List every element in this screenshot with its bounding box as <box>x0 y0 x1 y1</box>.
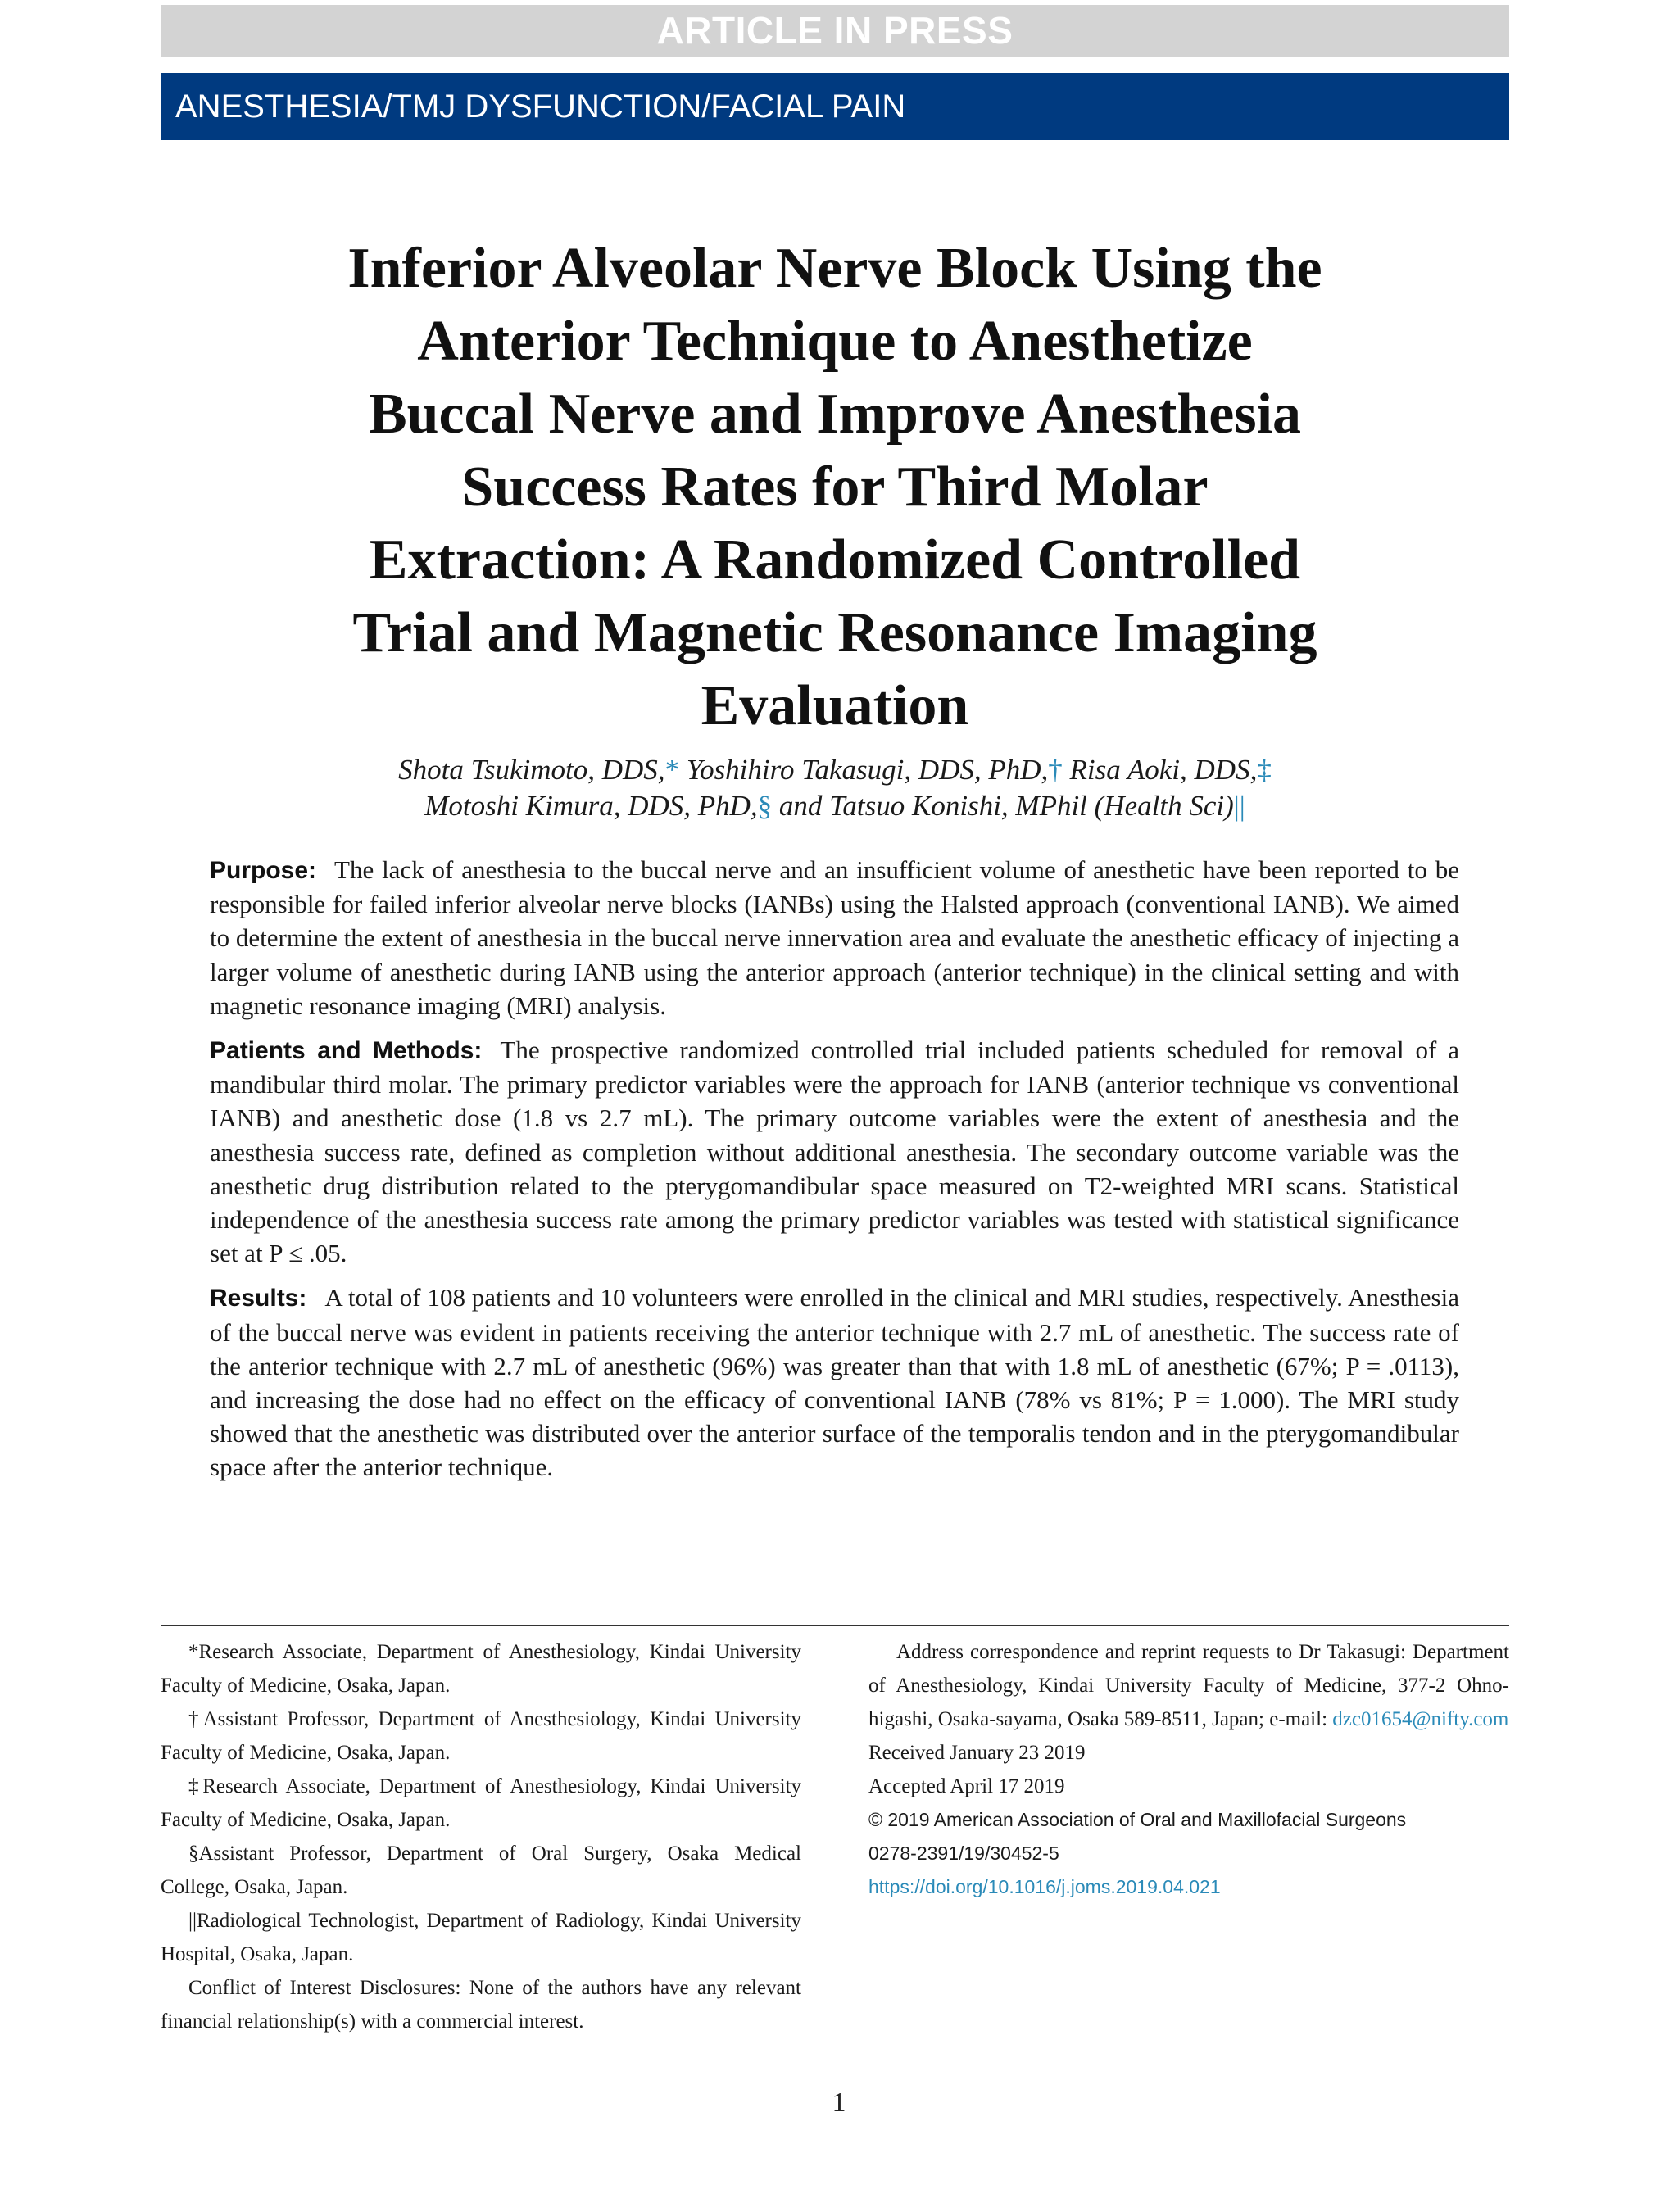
affiliation-mark[interactable]: ‡ <box>1257 754 1272 786</box>
abstract-label: Patients and Methods: <box>210 1037 483 1065</box>
abstract-label: Results: <box>210 1285 307 1312</box>
abstract-text: A total of 108 patients and 10 volunteers were enrolled in the clinical and MRI studies, respectively. Anesthesia of the buccal nerve was evident in patients receiving the anterior technique with 2.7 mL of anesthetic. The success rate of the anterior technique with 2.7 mL of anesthetic (96%) was greater than that with 1.8 mL of anesthetic (67%; P = .0113), and increasing the dose had no effect on the efficacy of conventional IANB (78% vs 81%; P = 1.000). The MRI study showed that the anesthetic was distributed over the anterior surface of the temporalis tendon and in the pterygomandibular space after the anterior technique. <box>210 1283 1459 1482</box>
title-line: Success Rates for Third Molar <box>461 456 1209 519</box>
footnote-divider <box>161 1625 1509 1626</box>
title-line: Buccal Nerve and Improve Anesthesia <box>368 383 1302 446</box>
abstract-label: Purpose: <box>210 857 317 884</box>
article-title <box>161 232 1509 742</box>
abstract-text: The lack of anesthesia to the buccal nerve and an insufficient volume of anesthetic have been reported to be responsible for failed inferior alveolar nerve blocks (IANBs) using the Halsted approach (conventional IANB). We aimed to determine the extent of anesthesia in the buccal nerve innervation area and evaluate the anesthetic efficacy of injecting a larger volume of anesthetic during IANB using the anterior approach (anterior technique) in the clinical setting and with magnetic resonance imaging (MRI) analysis. <box>210 855 1459 1020</box>
page-number: 1 <box>832 2087 846 2118</box>
abstract-results <box>210 1281 1459 1484</box>
title-line: Extraction: A Randomized Controlled <box>369 528 1301 592</box>
correspondence-info <box>868 1635 1509 1904</box>
author-line-2 <box>161 788 1509 824</box>
affiliation-footnotes <box>161 1635 801 2038</box>
abstract-methods <box>210 1033 1459 1270</box>
affiliation-footnote: †Assistant Professor, Department of Anesthesiology, Kindai University Faculty of Medicine, Osaka, Japan. <box>161 1708 801 1764</box>
abstract-text: The prospective randomized controlled trial included patients scheduled for removal of a mandibular third molar. The primary predictor variables were the approach for IANB (anterior technique vs conventional IANB) and anesthetic dose (1.8 vs 2.7 mL). The primary outcome variables were the extent of anesthesia and the anesthesia success rate, defined as completion without additional anesthesia. The secondary outcome variable was the anesthetic drug distribution related to the pterygomandibular space measured on T2-weighted MRI scans. Statistical independence of the anesthesia success rate among the primary predictor variables was tested with statistical significance set at P ≤ .05. <box>210 1036 1460 1268</box>
title-line: Inferior Alveolar Nerve Block Using the <box>347 237 1322 300</box>
author-name: Shota Tsukimoto, DDS, <box>398 754 665 786</box>
affiliation-footnote: *Research Associate, Department of Anesthesiology, Kindai University Faculty of Medicine, Osaka, Japan. <box>161 1641 801 1697</box>
title-line: Evaluation <box>701 674 969 737</box>
received-date: Received January 23 2019 <box>868 1742 1086 1764</box>
conflict-of-interest: Conflict of Interest Disclosures: None of the authors have any relevant financial relationship(s) with a commercial interest. <box>161 1977 801 2033</box>
affiliation-mark[interactable]: || <box>1233 790 1245 822</box>
author-line-1 <box>161 752 1509 788</box>
title-line: Anterior Technique to Anesthetize <box>417 310 1253 373</box>
affiliation-mark[interactable]: * <box>664 754 680 786</box>
accepted-date: Accepted April 17 2019 <box>868 1775 1065 1797</box>
affiliation-footnote: §Assistant Professor, Department of Oral Surgery, Osaka Medical College, Osaka, Japan. <box>161 1843 801 1898</box>
correspondence-address <box>868 1635 1509 1736</box>
article-in-press-banner: ARTICLE IN PRESS <box>161 5 1509 57</box>
affiliation-mark[interactable]: † <box>1048 754 1063 786</box>
email-link[interactable]: dzc01654@nifty.com <box>1332 1708 1509 1730</box>
correspondence-text: Address correspondence and reprint requests to Dr Takasugi: Department of Anesthesiology, Kindai University Faculty of Medicine, 377-2 Ohno-higashi, Osaka-sayama, Osaka 589-8511, Japan; e-mail: <box>868 1641 1509 1730</box>
section-header: ANESTHESIA/TMJ DYSFUNCTION/FACIAL PAIN <box>161 73 1509 140</box>
author-name: and Tatsuo Konishi, MPhil (Health Sci) <box>772 790 1234 822</box>
abstract-purpose <box>210 853 1459 1022</box>
affiliation-footnote: ‡Research Associate, Department of Anesthesiology, Kindai University Faculty of Medicine, Osaka, Japan. <box>161 1775 801 1831</box>
title-line: Trial and Magnetic Resonance Imaging <box>352 601 1317 664</box>
author-name: Motoshi Kimura, DDS, PhD, <box>424 790 758 822</box>
copyright: © 2019 American Association of Oral and Maxillofacial Surgeons <box>868 1809 1407 1830</box>
issn: 0278-2391/19/30452-5 <box>868 1843 1059 1864</box>
abstract <box>210 853 1459 1495</box>
affiliation-mark[interactable]: § <box>757 790 773 822</box>
author-name: Risa Aoki, DDS, <box>1062 754 1258 786</box>
doi-link[interactable]: https://doi.org/10.1016/j.joms.2019.04.021 <box>868 1876 1221 1897</box>
author-list <box>161 752 1509 824</box>
author-name: Yoshihiro Takasugi, DDS, PhD, <box>679 754 1049 786</box>
affiliation-footnote: ||Radiological Technologist, Department of Radiology, Kindai University Hospital, Osaka, Japan. <box>161 1910 801 1965</box>
